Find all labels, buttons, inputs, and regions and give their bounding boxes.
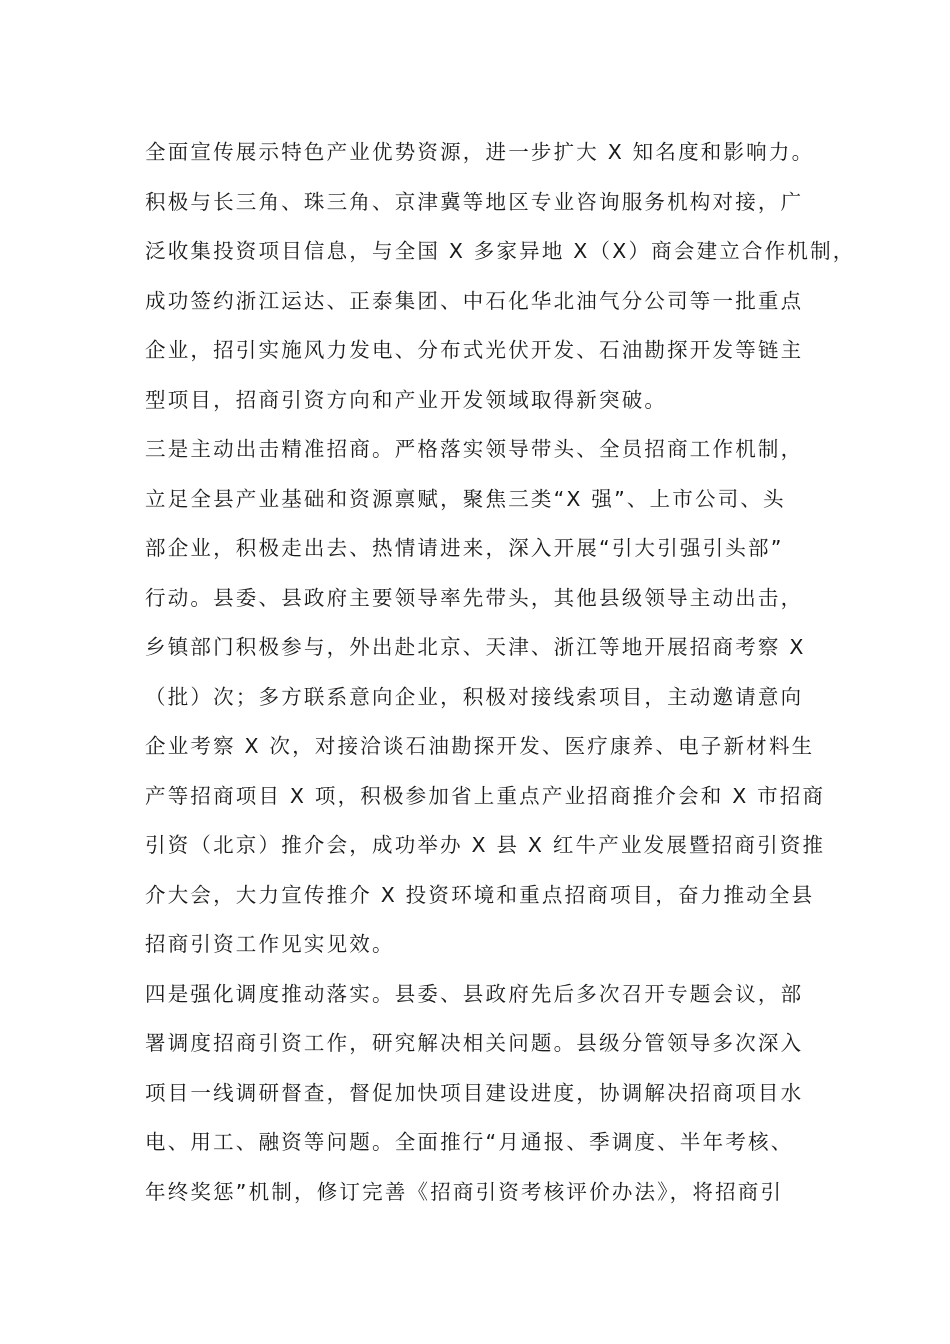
text-line: 四是强化调度推动落实。县委、县政府先后多次召开专题会议，部: [145, 981, 804, 1006]
text-line: 部企业，积极走出去、热情请进来，深入开展“引大引强引头部”: [145, 536, 784, 560]
text-line: 产等招商项目 X 项，积极参加省上重点产业招商推介会和 X 市招商: [145, 783, 826, 808]
text-line: 介大会，大力宣传推介 X 投资环境和重点招商项目，奋力推动全县: [145, 882, 815, 907]
text-line: 积极与长三角、珠三角、京津冀等地区专业咨询服务机构对接，广: [145, 189, 804, 214]
text-line: 全面宣传展示特色产业优势资源，进一步扩大 X 知名度和影响力。: [145, 140, 815, 164]
text-line: 招商引资工作见实见效。: [145, 932, 395, 956]
text-line: 立足全县产业基础和资源禀赋，聚焦三类“X 强”、上市公司、头: [145, 486, 786, 511]
text-line: 引资（北京）推介会，成功举办 X 县 X 红牛产业发展暨招商引资推: [145, 833, 826, 857]
text-line: 乡镇部门积极参与，外出赴北京、天津、浙江等地开展招商考察 X: [145, 635, 806, 659]
text-line: 三是主动出击精准招商。严格落实领导带头、全员招商工作机制，: [145, 437, 804, 461]
text-line: 泛收集投资项目信息，与全国 X 多家异地 X（X）商会建立合作机制，: [145, 239, 856, 263]
text-line: 年终奖惩”机制，修订完善《招商引资考核评价办法》，将招商引: [145, 1179, 784, 1204]
text-line: 行动。县委、县政府主要领导率先带头，其他县级领导主动出击，: [145, 585, 804, 610]
text-line: 项目一线调研督查，督促加快项目建设进度，协调解决招商项目水: [145, 1080, 804, 1105]
text-line: 企业，招引实施风力发电、分布式光伏开发、石油勘探开发等链主: [145, 338, 804, 362]
text-line: （批）次；多方联系意向企业，积极对接线索项目，主动邀请意向: [145, 684, 804, 709]
text-line: 型项目，招商引资方向和产业开发领域取得新突破。: [145, 387, 668, 412]
text-line: 企业考察 X 次，对接洽谈石油勘探开发、医疗康养、电子新材料生: [145, 734, 815, 758]
text-line: 署调度招商引资工作，研究解决相关问题。县级分管领导多次深入: [145, 1031, 804, 1055]
body-text: [145, 128, 856, 1217]
text-line: 电、用工、融资等问题。全面推行“月通报、季调度、半年考核、: [145, 1130, 794, 1154]
text-line: 成功签约浙江运达、正泰集团、中石化华北油气分公司等一批重点: [145, 288, 804, 313]
